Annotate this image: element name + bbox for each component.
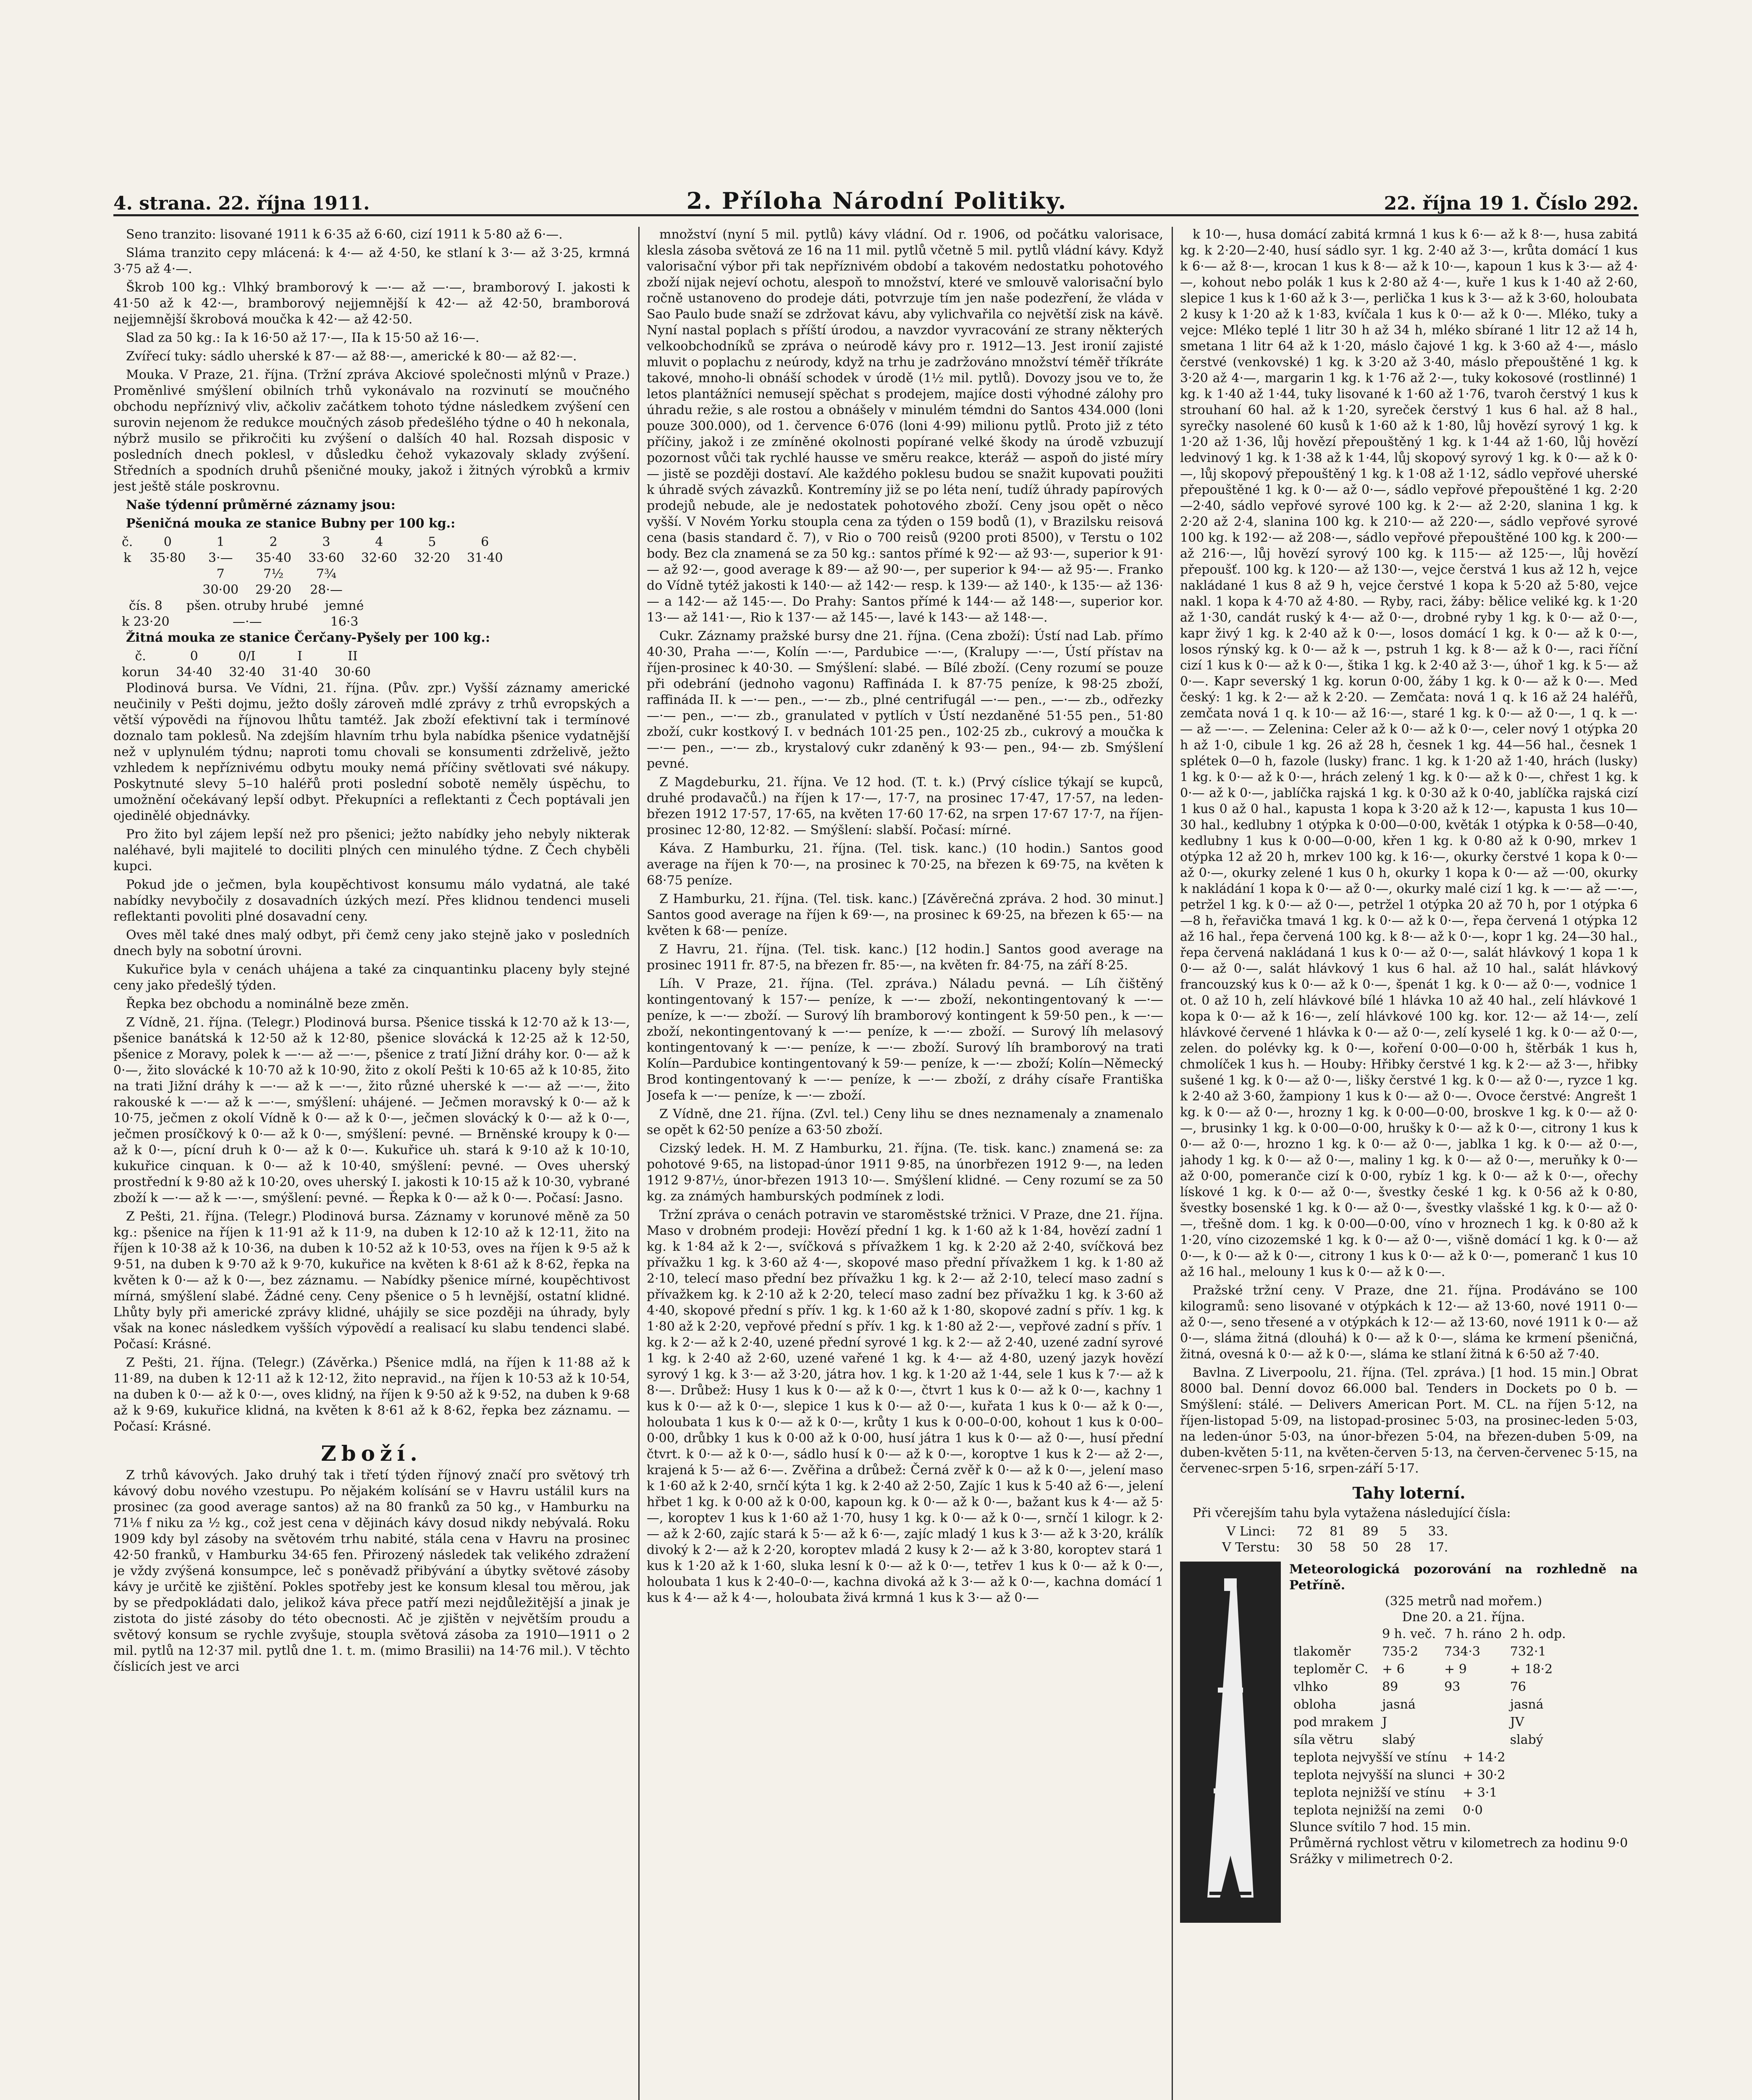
paragraph: Tržní zpráva o cenách potravin ve staroměstské tržnici. V Praze, dne 21. října. Maso v drobném prodeji: Hovězí přední 1 kg. k 1·60 až k 1·84, hovězí zadní 1 kg. k 1·84 až k 2·—, svíčková s přívažkem 1 kg. k 2·20 až 2·40, svíčková bez přívažku 1 kg. k 3·60 až 4·—, skopové maso přední přívažkem 1 kg. k 1·80 až 2·10, telecí maso přední bez přívažku 1 kg. k 2·— až 2·10, telecí maso zadní s přívažkem kg. k 2·10 až k 2·20, telecí maso zadní bez přívažku 1 kg. k 3·60 až 4·40, skopové přední s přív. 1 kg. k 1·60 až k 1·80, skopové zadní s přív. 1 kg. k 1·80 až k 2·20, vepřové přední s přív. 1 kg. k 1·80 až 2·—, vepřové zadní s přív. 1 kg. k 2·— až k 2·40, uzené přední syrové 1 kg. k 2·— až 2·40, uzené zadní syrové 1 kg. k 2·40 až 2·60, uzené vařené 1 kg. k 4·— až 4·80, uzený jazyk hovězí syrový 1 kg. k 3·— až 3·20, játra hov. 1 kg. k 1·20 až 1·44, sele 1 kus k 7·— až k 8·—. Drůbež: Husy 1 kus k 0·— až k 0·—, čtvrt 1 kus k 0·— až k 0·—, kachny 1 kus k 0·— až k 0·—, slepice 1 kus k 0·— až 0·—, kuřata 1 kus k 0·— až k 0·—, holoubata 1 kus k 0·— až k 0·—, krůty 1 kus k 0·00–0·00, kohout 1 kus k 0·00–0·00, drůbky 1 kus k 0·00 až k 0·00, husí játra 1 kus k 0·— až 0·—, husí přední čtvrt. k 0·— až k 0·—, sádlo husí k 0·— až k 0·—, koroptve 1 kus k 2·— až 2·—, krajená k 5·— až 6·—. Zvěřina a drůbež: Černá zvěř k 0·— až k 0·—, jelení maso k 1·60 až k 2·40, srnčí kýta 1 kg. k 2·40 až 2·50, Zajíc 1 kus k 5·40 až 6·—, jelení hřbet 1 kg. k 0·00 až k 0·00, kapoun kg. k 0·— až k 0·—, bažant kus k 4·— až 5·—, koroptev 1 kus k 1·60 až 1·70, husy 1 kg. k 0·— až k 0·—, srnčí 1 kilogr. k 2·— až k 2·60, zajíc stará k 5·— až k 6·—, zajíc mladý 1 kus k 3·— až k 3·20, králík divoký k 2·— až k 2·20, koroptev mladá 2 kusy k 2·— až k 3·80, koroptev stará 1 kus k 1·20 až k 1·60, sluka lesní k 0·— až k 0·—, tetřev 1 kus k 0·— až k 0·—, holoubata 1 kus k 2·40–0·—, kachna divoká až k 3·— až k 0·—, kachna domácí 1 kus k 4·— až k 4·—, holoubata živá krmná 1 kus k 3·— až 0·— — [647, 1208, 1163, 1605]
table-cell — [1440, 1696, 1506, 1714]
table-cell: 34·40 — [176, 665, 212, 680]
header-right: 22. října 19 1. Číslo 292. — [1384, 193, 1639, 214]
table-cell: + 18·2 — [1510, 1662, 1553, 1677]
table-cell: 7 h. ráno — [1444, 1627, 1502, 1641]
table-cell: k — [123, 551, 131, 565]
section-heading-zbozi: Zboží. — [321, 1441, 422, 1466]
table-cell: teplota nejnižší na zemi — [1293, 1803, 1445, 1818]
table-cell: 7¾ — [316, 567, 337, 581]
table-cell: 81 — [1330, 1524, 1346, 1539]
paragraph: Z Havru, 21. října. (Tel. tisk. kanc.) [12 hodin.] Santos good average na prosinec 1911 fr. 87·5, na březen fr. 85·—, na květen fr. 84·75, na září 8·25. — [647, 942, 1163, 973]
table-cell: 6 — [481, 535, 489, 549]
flour-price-table — [113, 534, 511, 598]
weather-heading: Meteorologická pozorování na rozhledně na Petříně. — [1289, 1562, 1638, 1593]
table-cell: 30 — [1296, 1540, 1313, 1555]
weather-table — [1289, 1625, 1570, 1749]
table-cell: 7 — [216, 567, 225, 581]
table-cell: 32·40 — [229, 665, 265, 680]
paragraph: Plodinová bursa. Ve Vídni, 21. října. (Pův. zpr.) Vyšší záznamy americké neučinily v Pešti dojmu, ježto došly zároveň mdlé zprávy z trhů evropských a větší výpovědi na říjnovou lhůtu tamtéž. Jak zboží efektivní tak i termínové doznalo tam poklesů. Na zdejším hlavním trhu byla nabídka pšenice vydatnější než v uplynulém týdnu; naproti tomu chovali se konsumenti zdrželivě, ježto vzhledem k nepříznivému odbytu mouky nemá příčiny světlovati své nákupy. Poskytnuté slevy 5–10 haléřů proti poslední sobotě neměly úspěchu, to umožnění očekávaný lepší odbyt. Překupníci a reflektanti z Čech poptávali jen ojedinělé objednávky. — [113, 681, 630, 823]
table-intro: Naše týdenní průměrné záznamy jsou: — [126, 498, 396, 512]
table-row — [1289, 1643, 1570, 1661]
table-cell: pod mrakem — [1293, 1715, 1374, 1730]
table-cell: J — [1382, 1715, 1387, 1730]
table-row — [1289, 1696, 1570, 1714]
weather-date: Dne 20. a 21. října. — [1402, 1610, 1525, 1625]
table-cell: 17. — [1428, 1540, 1448, 1555]
weather-box — [1180, 1562, 1638, 1923]
table-cell: čís. 8 — [129, 598, 163, 613]
table-cell: 58 — [1330, 1540, 1346, 1555]
column-2 — [647, 227, 1163, 2100]
paragraph: Škrob 100 kg.: Vlhký bramborový k —·— až —·—, bramborový I. jakosti k 41·50 až k 42·—, bramborový nejjemnější k 42·— až 42·50, bramborová nejjemnější škrobová moučka k 42·— až 42·50. — [113, 280, 630, 327]
weather-report — [1289, 1562, 1638, 1923]
table-cell: 1 — [216, 535, 225, 549]
table-cell: č. — [135, 649, 146, 664]
table-cell: 7½ — [263, 567, 284, 581]
table-cell — [1440, 1714, 1506, 1731]
table-cell: 33·60 — [308, 551, 344, 565]
table-cell: + 14·2 — [1463, 1750, 1505, 1765]
table-row — [1289, 1802, 1510, 1819]
column-rule — [1172, 227, 1173, 2100]
paragraph: Kukuřice byla v cenách uhájena a také za cinquantinku placeny byly stejné ceny jako předešlý týden. — [113, 962, 630, 993]
paragraph: Pokud jde o ječmen, byla koupěchtivost konsumu málo vydatná, ale také nabídky nevybočily z dosavadních úzkých mezí. Přes klidnou tendenci museli reflektanti povoliti plné dosavadní ceny. — [113, 877, 630, 924]
table-row — [1289, 1661, 1570, 1678]
table-cell: 5 — [428, 535, 436, 549]
bran-price-table — [113, 598, 372, 630]
temperature-table — [1289, 1749, 1510, 1819]
rain-line: Srážky v milimetrech 0·2. — [1289, 1852, 1453, 1866]
table-cell: I — [297, 649, 302, 664]
sunshine-line: Slunce svítilo 7 hod. 15 min. — [1289, 1820, 1471, 1835]
paragraph: Oves měl také dnes malý odbyt, při čemž ceny jako stejně jako v posledních dnech byly na sobotní úrovni. — [113, 928, 630, 958]
table-cell: slabý — [1382, 1732, 1416, 1747]
table-title: Pšeničná mouka ze stanice Bubny per 100 kg.: — [126, 516, 456, 531]
table-cell: + 6 — [1382, 1662, 1405, 1677]
table-cell: 0/I — [238, 649, 256, 664]
table-row — [1289, 1749, 1510, 1767]
table-cell: 28·— — [310, 583, 343, 597]
table-row — [1289, 1767, 1510, 1784]
table-cell: JV — [1510, 1715, 1524, 1730]
paragraph: Seno tranzito: lisované 1911 k 6·35 až 6·60, cizí 1911 k 5·80 až 6·—. — [126, 227, 563, 242]
paragraph: Bavlna. Z Liverpoolu, 21. října. (Tel. zpráva.) [1 hod. 15 min.] Obrat 8000 bal. Denní dovoz 66.000 bal. Tenders in Dockets po 0 b. — Smýšlení: stálé. — Delivers American Port. M. CL. na říjen 5·12, na říjen-listopad 5·09, na listopad-prosinec 5·03, na prosinec-leden 5·03, na leden-únor 5·03, na únor-březen 5·04, na březen-duben 5·09, na duben-květen 5·11, na květen-červen 5·13, na červen-červenec 5·15, na červenec-srpen 5·16, srpen-září 5·17. — [1180, 1365, 1638, 1476]
table-cell: k 23·20 — [122, 614, 170, 629]
table-cell: slabý — [1510, 1732, 1543, 1747]
paragraph: Z Pešti, 21. října. (Telegr.) (Závěrka.) Pšenice mdlá, na říjen k 11·88 až k 11·89, na duben k 12·11 až k 12·12, žito nepravid., na říjen k 10·53 až k 10·54, na duben k 0·— až k 0·—, oves klidný, na říjen k 9·50 až k 9·52, na duben k 9·68 až k 9·69, kukuřice klidná, na květen k 8·61 až k 8·62, řepka bez záznamu. — Počasí: Krásné. — [113, 1355, 630, 1434]
table-cell: 0 — [163, 535, 172, 549]
page-header — [113, 185, 1639, 216]
paragraph: Z Vídně, 21. října. (Telegr.) Plodinová bursa. Pšenice tisská k 12·70 až k 13·—, pšenice banátská k 12·50 až k 12·80, pšenice slovácká k 12·25 až k 12·50, pšenice z Moravy, polek k —·— až —·—, pšenice z tratí Jižní dráhy kor. 0·— až k 0·—, žito slovácké k 10·70 až k 10·90, žito z okolí Pešti k 10·65 až k 10·85, žito na trati Jižní dráhy k —·— až k —·—, žito různé uherské k —·— až —·—, žito rakouské k —·— až k —·—, smýšlení: uhájené. — Ječmen moravský k 0·— až k 10·75, ječmen z okolí Vídně k 0·— až k 0·—, ječmen slovácký k 0·— až k 0·—, ječmen prosíčkový k 0·— až k 0·—, smýšlení: pevné. — Brněnské kroupy k 0·— až k 0·—, pícní druh k 0·— až k 0·—. Kukuřice uh. stará k 9·10 až k 10·10, kukuřice cinquan. k 0·— až k 10·40, smýšlení: pevné. — Oves uherský prostřední k 9·80 až k 10·20, oves uherský I. jakosti k 10·15 až k 10·30, vybrané zboží k —·— až k —·—, smýšlení: pevné. — Řepka k 0·— až k 0·—. Počasí: Jasno. — [113, 1015, 630, 1205]
table-cell: 9 h. več. — [1382, 1627, 1436, 1641]
paragraph: k 10·—, husa domácí zabitá krmná 1 kus k 6·— až k 8·—, husa zabitá kg. k 2·20—2·40, husí sádlo syr. 1 kg. 2·40 až 3·—, krůta domácí 1 kus k 6·— až 8·—, krocan 1 kus k 8·— až k 10·—, kapoun 1 kus k 3·— až 4·—, kohout nebo polák 1 kus k 2·80 až 4·—, kuře 1 kus k 1·40 až 2·60, slepice 1 kus k 1·60 až k 3·—, perlička 1 kus k 3·— až k 3·60, holoubata 2 kusy k 1·20 až k 1·83, kvíčala 1 kus k 0·— až k 0·—. Mléko, tuky a vejce: Mléko teplé 1 litr 30 h až 34 h, mléko sbírané 1 litr 12 až 14 h, smetana 1 litr 64 až k 1·20, máslo čajové 1 kg. k 3·60 až 4·—, máslo čerstvé (venkovské) 1 kg. k 3·20 až 3·40, máslo přepouštěné 1 kg. k 3·20 až 4·—, margarin 1 kg. k 1·76 až 2·—, tuky kokosové (rostlinné) 1 kg. k 1·40 až 1·44, tuky lisované k 1·60 až 1·76, tvaroh čerstvý 1 kus k strouhaní 60 hal. až k 1·20, syreček čerstvý 1 kus 6 hal. až 8 hal., syrečky nasolené 60 kusů k 1·60 až k 1·80, lůj hovězí syrový 1 kg. k 1·20 až 1·36, lůj hovězí přepouštěný 1 kg. k 1·44 až 1·60, lůj hovězí ledvinový 1 kg. k 1·38 až k 1·44, lůj skopový syrový 1 kg. k 0·— až k 0·—, lůj skopový přepouštěný 1 kg. k 1·08 až 1·12, sádlo vepřové uherské přepouštěné 1 kg. k 0·— až 0·—, sádlo vepřové přepouštěné 1 kg. 2·20—2·40, sádlo vepřové syrové 100 kg. k 2·— až 2·20, slanina 1 kg. k 2·20 až 2·4, slanina 100 kg. k 210·— až 220·—, sádlo vepřové syrové 100 kg. k 192·— až 208·—, sádlo vepřové přepouštěné 100 kg. k 200·— až 216·—, lůj hovězí syrový 100 kg. k 115·— až 125·—, lůj hovězí přepoušť. 100 kg. k 120·— až 130·—, vejce čerstvá 1 kus až 12 h, vejce nakládané 1 kus 8 až 9 h, vejce čerstvé 1 kopa k 5·20 až 5·80, vejce nakl. 1 kopa k 4·70 až 4·80. — Ryby, raci, žáby: bělice veliké kg. k 1·20 až 1·30, candát ruský k 4·— až 0·—, drobné ryby 1 kg. k 0·— až 0·—, kapr živý 1 kg. k 2·40 až k 0·—, losos domácí 1 kg. k 0·— až k 0·—, losos rýnský kg. k 0·— až k —, pstruh 1 kg. k 8·— až k 0·—, raci říční cizí 1 kus k 0·— až k 0·—, štika 1 kg. k 2·40 až 3·—, úhoř 1 kg. k 5·— až 0·—. Kapr severský 1 kg. korun 0·00, žáby 1 kg. k 0·— až k 0·—. Med český: 1 kg. k 2·— až k 2·20. — Zemčata: nová 1 q. k 16 až 24 haléřů, zemčata nová 1 q. k 10·— až 16·—, staré 1 kg. k 0·— až 0·—, 1 q. k —·— až —·—. — Zelenina: Celer až k 0·— až k 0·—, celer nový 1 otýpka 20 h až 1·0, cibule 1 kg. 26 až 28 h, česnek 1 kg. 44—56 hal., česnek 1 splétek 0—0 h, fazole (lusky) franc. 1 kg. k 1·20 až 1·40, hrách (lusky) 1 kg. k 0·— až k 0·—, hrách zelený 1 kg. k 0·— až k 0·—, chřest 1 kg. k 0·— až k 0·—, jablíčka rajská 1 kg. k 0·30 až k 0·40, jablíčka rajská cizí 1 kus 0 až 0 hal., kapusta 1 kopa k 3·20 až k 12·—, kapusta 1 kus 10—30 hal., kedlubny 1 otýpka k 0·00—0·00, květák 1 otýpka k 0·58—0·40, kedlubny 1 kus k 0·00—0·00, křen 1 kg. k 0·80 až k 0·90, mrkev 1 otýpka 12 až 20 h, mrkev 100 kg. k 16·—, okurky čerstvé 1 kopa k 0·— až 0·—, okurky zelené 1 kus 0 h, okurky 1 kopa k 0·— až —·00, okurky k nakládání 1 kopa k 0·— až 0·—, okurky malé cizí 1 kg. k —·— až —·—, petržel 1 kg. k 0·— až 0·—, petržel 1 otýpka 20 až 70 h, por 1 otýpka 6—8 h, řeřavička tmavá 1 kg. k 0·— až k 0·—, řepa červená 1 otýpka 12 až 16 hal., řepa červená 100 kg. k 8·— až k 0·—, kopr 1 kg. 24—30 hal., řepa červená nakládaná 1 kus k 0·— až 0·—, salát hlávkový 1 kopa 1 k 0·— až 0·—, salát hlávkový 1 kus 6 hal. až 10 hal., salát hlávkový francouzský kus k 0·— až k 0·—, špenát 1 kg. k 0·— až 0·—, vodnice 1 ot. 0 až 10 h, zelí hlávkové bílé 1 hlávka 10 až 40 hal., zelí hlávkové 1 kopa k 0·— až k 16·—, zelí hlávkové 100 kg. kor. 12·— až 14·—, zelí hlávkové červené 1 hlávka k 0·— až 0·—, zelí kyselé 1 kg. k 0·— až 0·—, zelen. do polévky kg. k 0·—, koření 0·00—0·00 h, štěrbák 1 kus h, chmolíček 1 kus h. — Houby: Hřibky čerstvé 1 kg. k 2·— až 3·—, hřibky sušené 1 kg. k 0·— až 0·—, lišky čerstvé 1 kg. k 0·— až 0·—, ryzce 1 kg. k 2·40 až 3·60, žampiony 1 kus k 0·— až 0·—. Ovoce čerstvé: Angrešt 1 kg. k 0·— až 0·—, hrozny 1 kg. k 0·00—0·00, broskve 1 kg. k 0·— až 0·—, brusinky 1 kg. k 0·00—0·00, hrušky k 0·— až k 0·—, citrony 1 kus k 0·— až 0·—, hrozno 1 kg. k 0·— až 0·—, jablka 1 kg. k 0·— až 0·—, jahody 1 kg. k 0·— až 0·—, maliny 1 kg. k 0·— až 0·—, meruňky k 0·— až 0·00, pomeranče cizí k 0·00, rybíz 1 kg. k 0·— až k 0·—, ořechy lískové 1 kg. k 0·— až 0·—, švestky české 1 kg. k 0·56 až k 0·80, švestky bosenské 1 kg. k 0·— až 0·—, švestky vlašské 1 kg. k 0·— až 0·—, třešně dom. 1 kg. k 0·00—0·00, víno v hroznech 1 kg. k 0·80 až k 1·20, víno cizozemské 1 kg. k 0·— až 0·—, višně domácí 1 kg. k 0·— až 0·—, k 0·— až k 0·—, citrony 1 kus k 0·— až k 0·—, pomeranč 1 kus 10 až 16 hal., melouny 1 kus k 0·— až k 0·—. — [1180, 227, 1638, 1279]
table-cell: 2 — [269, 535, 278, 549]
table-cell: 31·40 — [282, 665, 318, 680]
paragraph: Cukr. Záznamy pražské bursy dne 21. října. (Cena zboží): Ústí nad Lab. přímo 40·30, Praha —·—, Kolín —·—, Pardubice —·—, (Kralupy —·—, Ústí přístav na říjen-prosinec k 40·30. — Smýšlení: slabé. — Bílé zboží. (Ceny rozumí se pouze při odebrání (jednoho vagonu) Raffináda I. k 87·75 peníze, k 98·25 zboží, raffináda II. k —·— pen., —·— zb., plné centrifugál —·— pen., —·— zb., odřezky —·— pen., —·— zb., granulated v pytlích v Ústí nezdaněné 51·55 pen., 51·80 zboží, cukr kostkový I. v bednách 101·25 pen., 102·25 zb., cukrový a moučka k —·— pen., —·— zb., krystalový cukr zdaněný k 93·— pen., 94·— zb. Smýšlení pevné. — [647, 629, 1163, 771]
table-cell: 3 — [322, 535, 330, 549]
table-cell: č. — [122, 535, 133, 549]
table-cell: teploměr C. — [1293, 1662, 1369, 1677]
table-cell: jasná — [1510, 1697, 1544, 1712]
paragraph: Z Vídně, dne 21. října. (Zvl. tel.) Ceny lihu se dnes neznamenaly a znamenalo se opět k 62·50 peníze a 63·50 zboží. — [647, 1107, 1163, 1137]
table-cell: obloha — [1293, 1697, 1337, 1712]
table-cell: jasná — [1382, 1697, 1416, 1712]
table-cell: 4 — [375, 535, 383, 549]
table-cell: 30·60 — [334, 665, 371, 680]
paragraph: Káva. Z Hamburku, 21. října. (Tel. tisk. kanc.) (10 hodin.) Santos good average na říjen k 70·—, na prosinec k 70·25, na březen k 69·75, na květen k 68·75 peníze. — [647, 841, 1163, 888]
table-cell: teplota nejnižší ve stínu — [1293, 1785, 1445, 1800]
table-row — [1214, 1540, 1456, 1556]
table-row — [1214, 1524, 1456, 1540]
table-cell: 734·3 — [1444, 1644, 1481, 1659]
paragraph: Pražské tržní ceny. V Praze, dne 21. října. Prodáváno se 100 kilogramů: seno lisované v otýpkách k 12·— až 13·60, nové 1911 0·— až 0·—, seno třesené a v otýpkách k 12·— až 13·60, nové 1911 k 0·— až 0·—, sláma žitná (dlouhá) k 0·— až k 0·—, sláma ke krmení pšeničná, žitná, ovesná k 0·— až k 0·—, sláma ke stlaní žitná k 6·50 až 7·40. — [1180, 1283, 1638, 1362]
paragraph: Z Hamburku, 21. října. (Tel. tisk. kanc.) [Závěrečná zpráva. 2 hod. 30 minut.] Santos good average na říjen k 69·—, na prosinec k 69·25, na březen k 65·— na květen k 68·— peníze. — [647, 892, 1163, 938]
weather-subheading: (325 metrů nad mořem.) — [1385, 1594, 1542, 1609]
table-cell: + 9 — [1444, 1662, 1467, 1677]
paragraph: Řepka bez obchodu a nominálně beze změn. — [126, 997, 409, 1011]
table-cell: 32·60 — [361, 551, 397, 565]
table-cell: pšen. otruby hrubé — [186, 598, 308, 613]
wind-line: Průměrná rychlost větru v kilometrech za hodinu 9·0 — [1289, 1836, 1628, 1851]
column-3 — [1180, 227, 1638, 2100]
paragraph: Pro žito byl zájem lepší než pro pšenici; ježto nabídky jeho nebyly nikterak naléhavé, byli majitelé to dociliti plných cen minulého týdne. Z Čech chyběli kupci. — [113, 827, 630, 874]
paragraph: Z Pešti, 21. října. (Telegr.) Plodinová bursa. Záznamy v korunové měně za 50 kg.: pšenice na říjen k 11·91 až k 11·9, na duben k 12·10 až k 12·11, žito na říjen k 10·38 až k 10·36, na duben k 10·52 až k 10·53, oves na říjen k 9·5 až k 9·51, na duben k 9·70 až k 9·70, kukuřice na květen k 8·61 až k 8·62, řepka na květen k 0·— až k 0·—, bez záznamu. — Nabídky pšenice mírné, koupěchtivost mírná, smýšlení slabé. Žádné ceny. Ceny pšenice o 5 h levnější, ostatní klidné. Lhůty byly při americké zprávy klidné, uhájily se sice později na úhrady, byly však na konec následkem vyšších výpovědí a realisací ku slabu tendenci slabé. Počasí: Krásné. — [113, 1209, 630, 1352]
lottery-table — [1214, 1524, 1456, 1556]
table-title: Žitná mouka ze stanice Čerčany-Pyšely per 100 kg.: — [126, 630, 490, 645]
table-cell: 0·0 — [1463, 1803, 1483, 1818]
table-cell: + 3·1 — [1463, 1785, 1498, 1800]
table-cell: teplota nejvyšší na slunci — [1293, 1768, 1455, 1782]
column-rule — [638, 227, 640, 2100]
table-cell: 2 h. odp. — [1510, 1627, 1566, 1641]
table-cell: korun — [122, 665, 160, 680]
table-cell: + 30·2 — [1463, 1768, 1505, 1782]
table-cell: 0 — [190, 649, 198, 664]
table-cell: 735·2 — [1382, 1644, 1418, 1659]
paragraph: Z Magdeburku, 21. října. Ve 12 hod. (T. t. k.) (Prvý císlice týkají se kupců, druhé prodavačů.) na říjen k 17·—, 17·7, na prosinec 17·47, 17·57, na leden-březen 1912 17·57, 17·65, na květen 17·60 17·62, na srpen 17·67 17·7, na říjen-prosinec 12·80, 12·82. — Smýšlení: slabší. Počasí: mírné. — [647, 775, 1163, 837]
table-cell: 33. — [1428, 1524, 1448, 1539]
table-row — [1289, 1731, 1570, 1749]
table-cell: 50 — [1362, 1540, 1379, 1555]
table-row — [1289, 1678, 1570, 1696]
header-left: 4. strana. 22. října 1911. — [113, 193, 370, 214]
table-cell: jemné — [325, 598, 364, 613]
paragraph: Zvířecí tuky: sádlo uherské k 87·— až 88·—, americké k 80·— až 82·—. — [126, 349, 577, 364]
rye-flour-table — [113, 648, 379, 680]
table-cell: vlhko — [1293, 1680, 1328, 1694]
table-cell: 76 — [1510, 1680, 1526, 1694]
table-cell: síla větru — [1293, 1732, 1353, 1747]
table-row — [1289, 1625, 1570, 1643]
paragraph: Líh. V Praze, 21. října. (Tel. zpráva.) Náladu pevná. — Líh čištěný kontingentovaný k 157·— peníze, k —·— zboží, nekontingentovaný k —·— peníze, k —·— zboží. — Surový líh bramborový kontingent k 59·50 pen., k —·— zboží, nekontingentovaný k —·— peníze, k —·— zboží. — Surový líh melasový kontingentovaný k —·— peníze, k —·— zboží. Surový líh bramborový na trati Kolín—Pardubice kontingentovaný k 59·— peníze, k —·— zboží; Kolín—Německý Brod kontingentovaný k —·— peníze, k —·— zboží, z dráhy císaře Františka Josefa k —·— peníze, k —·— zboží. — [647, 976, 1163, 1103]
table-cell: 28 — [1395, 1540, 1411, 1555]
paragraph: Sláma tranzito cepy mlácená: k 4·— až 4·50, ke stlaní k 3·— až 3·25, krmná 3·75 až 4·—. — [113, 246, 630, 276]
header-title: 2. Příloha Národní Politiky. — [686, 187, 1067, 214]
table-cell: 5 — [1399, 1524, 1408, 1539]
petrin-tower-illustration — [1180, 1562, 1281, 1923]
table-cell — [1440, 1731, 1506, 1749]
table-cell: V Terstu: — [1222, 1540, 1280, 1555]
table-cell: 732·1 — [1510, 1644, 1546, 1659]
table-cell: 93 — [1444, 1680, 1461, 1694]
table-cell: 89 — [1362, 1524, 1379, 1539]
table-cell: —·— — [232, 614, 262, 629]
table-cell: 30·00 — [202, 583, 239, 597]
table-cell: tlakoměr — [1293, 1644, 1351, 1659]
table-cell: II — [348, 649, 358, 664]
table-cell: 35·80 — [149, 551, 186, 565]
table-cell: V Linci: — [1226, 1524, 1276, 1539]
table-cell: teplota nejvyšší ve stínu — [1293, 1750, 1448, 1765]
table-row — [1289, 1784, 1510, 1802]
table-cell: 16·3 — [330, 614, 359, 629]
paragraph: množství (nyní 5 mil. pytlů) kávy vládní. Od r. 1906, od počátku valorisace, klesla zásoba světová ze 16 na 11 mil. pytlů včetně 5 mil. pytlů vládní kávy. Když valorisační výbor při tak nepříznivém období a takovém nedostatku pohotového zboží nijak nejeví ochotu, alespoň to množství, které ve smlouvě valorisační bylo ročně ustanoveno do prodeje dáti, potvrzuje tím jen naše podezření, že vláda v Sao Paulo bude snaží se zdržovat kávu, aby vylichvařila co největší zisk na kávě. Nyní nastal poplach s příští úrodou, a navzdor vyvracování ze strany některých velkoobchodníků se zpráva o neúrodě kávy pro r. 1912—13. Jest ironií zajisté mluvit o poplachu z neúrody, když na trhu je zadržováno množství téměř tříkráte takové, mnoho-li obnáší schodek v úrodě (1½ mil. pytlů). Dovozy jsou ve to, že letos plantážníci nemusejí spěchat s prodejem, majíce dosti výhodné zálohy pro úhradu režie, s ale rostou a obnášely v minulém témdni do Santos 434.000 (loni pouze 300.000), od 1. července 6·076 (loni 4·99) milionu pytlů. Proto již z této příčiny, jakož i ze zmíněné okolnosti popírané velké škody na úrodě vzbuzují pozornost vůči tak rychlé hausse ve směru reakce, kteráž — aspoň do jisté míry — jistě se později dostaví. Ale každého poklesu budou se snažit kupovati použiti k úhradě svých závazků. Kontremíny již se po léta není, tudíž úhrady papírových prodejů nebude, ale je nedostatek pohotového zboží. Ceny jsou opět o něco vyšší. V Novém Yorku stoupla cena za týden o 159 bodů (1), v Brazilsku reisová cena (basis standard č. 7), v Rio o 700 reisů (9200 proti 8500), v Terstu o 102 body. Bez cla znamená se za 50 kg.: santos přímé k 92·— až 93·—, superior k 91·— až 92·—, good average k 89·— až 90·—, per superior k 94·— až 95·—. Franko do Vídně tytéž jakosti k 140·— až 142·— resp. k 139·— až 140·, k 135·— až 136·— a 142·— až 145·—. Do Prahy: Santos přímé k 144·— až 148·—, superior kor. 13·— až 141·—, Rio k 137·— až 145·—, lavé k 143·— až 148·—. — [647, 227, 1163, 625]
paragraph: Mouka. V Praze, 21. října. (Tržní zpráva Akciové společnosti mlýnů v Praze.) Proměnlivé smýšlení obilních trhů vykonávalo na rozvinutí se moučného obchodu nepříznivý vliv, ačkoliv začátkem tohoto týdne následkem zvýšení cen surovin nejenom že redukce moučných zásob předešlého týdne o 40 h nekonala, nýbrž musilo se přikročiti ku zvýšení o dalších 40 hal. Rozsah disposic v posledních dnech poklesl, v důsledku čehož vykazovaly sklady zvýšení. Středních a spodních druhů pšeničné mouky, jakož i žitných výrobků a krmiv jest ještě stále poskrovnu. — [113, 368, 630, 494]
table-cell: 89 — [1382, 1680, 1398, 1694]
paragraph: Z trhů kávových. Jako druhý tak i třetí týden říjnový značí pro světový trh kávový dobu nového vzestupu. Po nějakém kolísání se v Havru ustálil kurs na prosinec (za good average santos) až na 80 franků za 50 kg., v Hamburku na 71⅛ f niku za ½ kg., což jest cena v dějinách kávy dosud nikdy nebývalá. Roku 1909 kdy byl zásoby na světovém trhu nabité, stála cena v Havru na prosinec 42·50 franků, v Hamburku 34·65 fen. Přirozený následek tak velikého zdražení je vždy zvýšená konsumpce, leč s poněvadž přibývání a úbytky světové zásoby kávy je určitě ke zjištění. Pokles spotřeby jest ke konsum klesal tou měrou, jak by se předpokládati dalo, jelikož káva přece patří mezi nejdůležitější a jinak je zistota do jisté zásoby do této obecnosti. Ač je zjištěn v největším proudu a světový konsum se rychle zvyšuje, stoupla světová zásoba za 1910—1911 o 2 mil. pytlů na 12·37 mil. pytlů dne 1. t. m. (mimo Brasilii) na 14·76 mil.). V těchto číslicích jest ve arci — [113, 1468, 630, 1674]
table-cell: 3·— — [208, 551, 233, 565]
lottery-heading: Tahy loterní. — [1352, 1483, 1466, 1502]
table-cell: 35·40 — [255, 551, 292, 565]
table-cell: 31·40 — [467, 551, 503, 565]
paragraph: Slad za 50 kg.: Ia k 16·50 až 17·—, IIa k 15·50 až 16·—. — [126, 331, 480, 345]
column-1 — [113, 227, 630, 2100]
table-cell: 29·20 — [255, 583, 292, 597]
table-cell: 72 — [1296, 1524, 1313, 1539]
lottery-intro: Při včerejším tahu byla vytažena následující čísla: — [1193, 1506, 1511, 1520]
table-row — [1289, 1714, 1570, 1731]
paragraph: Cizský ledek. H. M. Z Hamburku, 21. října. (Te. tisk. kanc.) znamená se: za pohotové 9·65, na listopad-únor 1911 9·85, na únorbřezen 1912 9·—, na leden 1912 9·87½, únor-březen 1913 10·—. Smýšlení klidné. — Ceny rozumí se za 50 kg. za známých hamburských podmínek z lodi. — [647, 1141, 1163, 1204]
table-cell: 32·20 — [414, 551, 450, 565]
